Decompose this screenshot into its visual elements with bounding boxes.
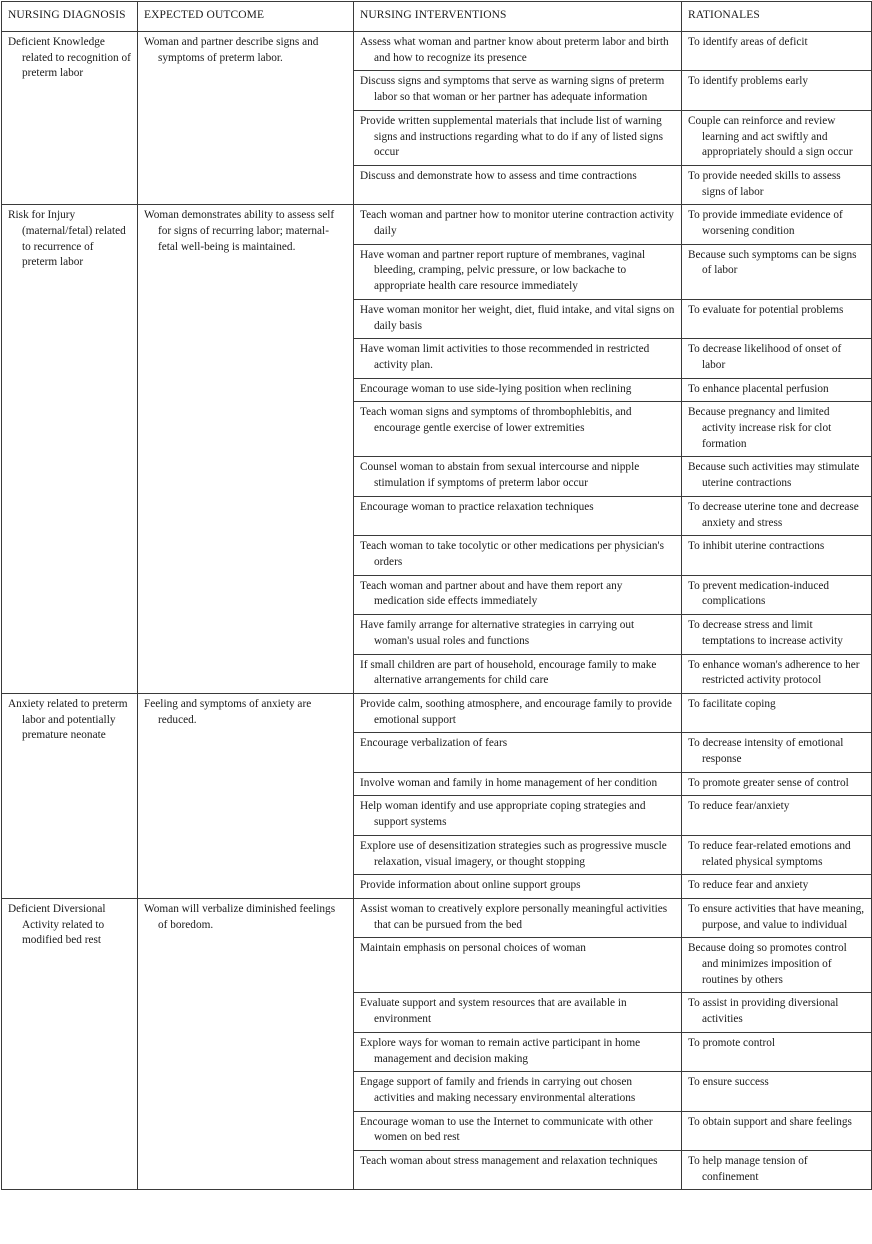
rationale-cell [682, 796, 872, 835]
intervention-cell-text: Maintain emphasis on personal choices of woman [360, 942, 586, 955]
intervention-cell [354, 733, 682, 772]
rationale-cell [682, 615, 872, 654]
rationale-cell [682, 299, 872, 338]
rationale-cell [682, 378, 872, 402]
intervention-cell [354, 1151, 682, 1190]
intervention-cell [354, 496, 682, 535]
header-row [2, 2, 872, 32]
intervention-cell-text: Teach woman and partner how to monitor uterine contraction activity daily [360, 209, 674, 238]
intervention-cell [354, 402, 682, 457]
rationale-cell-text: To reduce fear/anxiety [688, 800, 790, 813]
intervention-cell-text: If small children are part of household, encourage family to make alternative arrangements for child care [360, 658, 657, 687]
expected-outcome-cell-text: Woman will verbalize diminished feelings of boredom. [144, 902, 336, 931]
intervention-cell [354, 772, 682, 796]
intervention-cell [354, 898, 682, 937]
rationale-cell-text: To enhance woman's adherence to her restricted activity protocol [688, 658, 860, 687]
expected-outcome-cell-text: Woman and partner describe signs and symptoms of preterm labor. [144, 36, 319, 64]
rationale-cell [682, 898, 872, 937]
rationale-cell [682, 32, 872, 71]
rationale-cell-text: To enhance placental perfusion [688, 382, 829, 395]
rationale-cell-text: To promote greater sense of control [688, 776, 849, 789]
rationale-cell-text: Because doing so promotes control and minimizes imposition of routines by others [688, 942, 847, 986]
intervention-cell [354, 938, 682, 993]
intervention-cell [354, 575, 682, 614]
rationale-cell [682, 733, 872, 772]
rationale-cell-text: To evaluate for potential problems [688, 303, 844, 316]
header-expected-outcome: EXPECTED OUTCOME [138, 2, 354, 32]
expected-outcome-cell-text: Feeling and symptoms of anxiety are reduced. [144, 697, 312, 726]
rationale-cell [682, 165, 872, 204]
expected-outcome-cell [138, 693, 354, 898]
table-row [2, 205, 872, 244]
rationale-cell [682, 339, 872, 378]
rationale-cell-text: To decrease intensity of emotional response [688, 737, 844, 766]
rationale-cell [682, 71, 872, 110]
intervention-cell [354, 244, 682, 299]
intervention-cell-text: Have woman monitor her weight, diet, fluid intake, and vital signs on daily basis [360, 303, 675, 332]
rationale-cell-text: To assist in providing diversional activities [688, 997, 839, 1026]
rationale-cell-text: To identify problems early [688, 75, 808, 88]
intervention-cell-text: Explore ways for woman to remain active participant in home management and decision making [360, 1036, 641, 1065]
intervention-cell-text: Provide calm, soothing atmosphere, and encourage family to provide emotional support [360, 697, 672, 726]
rationale-cell-text: To reduce fear and anxiety [688, 879, 809, 892]
rationale-cell-text: To decrease likelihood of onset of labor [688, 343, 842, 371]
diagnosis-cell-text: Deficient Diversional Activity related to modified bed rest [8, 902, 106, 947]
rationale-cell [682, 536, 872, 575]
rationale-cell [682, 875, 872, 899]
intervention-cell [354, 32, 682, 71]
intervention-cell [354, 110, 682, 165]
rationale-cell [682, 110, 872, 165]
rationale-cell-text: Because pregnancy and limited activity increase risk for clot formation [688, 406, 832, 450]
rationale-cell [682, 654, 872, 693]
intervention-cell-text: Teach woman to take tocolytic or other medications per physician's orders [360, 540, 664, 568]
expected-outcome-cell [138, 205, 354, 694]
intervention-cell-text: Have woman limit activities to those recommended in restricted activity plan. [360, 343, 650, 371]
diagnosis-cell [2, 32, 138, 205]
intervention-cell-text: Assess what woman and partner know about preterm labor and birth and how to recognize its presence [360, 36, 669, 64]
intervention-cell [354, 165, 682, 204]
rationale-cell [682, 402, 872, 457]
rationale-cell-text: To inhibit uterine contractions [688, 540, 825, 553]
rationale-cell-text: To reduce fear-related emotions and related physical symptoms [688, 839, 851, 868]
table-row [2, 898, 872, 937]
intervention-cell [354, 654, 682, 693]
rationale-cell [682, 496, 872, 535]
rationale-cell-text: To provide immediate evidence of worsening condition [688, 209, 843, 238]
intervention-cell [354, 71, 682, 110]
intervention-cell [354, 299, 682, 338]
intervention-cell-text: Involve woman and family in home management of her condition [360, 776, 658, 789]
rationale-cell-text: To ensure activities that have meaning, purpose, and value to individual [688, 902, 865, 931]
intervention-cell-text: Explore use of desensitization strategies such as progressive muscle relaxation, visual imagery, or thought stopping [360, 839, 667, 868]
rationale-cell-text: To prevent medication-induced complications [688, 579, 829, 608]
intervention-cell [354, 1032, 682, 1071]
rationale-cell [682, 835, 872, 874]
header-nursing-diagnosis: NURSING DIAGNOSIS [2, 2, 138, 32]
rationale-cell [682, 772, 872, 796]
intervention-cell-text: Provide written supplemental materials that include list of warning signs and instructions regarding what to do if any of listed signs occur [360, 114, 663, 159]
diagnosis-cell-text: Deficient Knowledge related to recognition of preterm labor [8, 36, 131, 80]
table-body [2, 32, 872, 1190]
intervention-cell-text: Discuss signs and symptoms that serve as warning signs of preterm labor so that woman or her partner has adequate information [360, 75, 665, 104]
nursing-care-plan-table [1, 1, 872, 1190]
intervention-cell-text: Provide information about online support groups [360, 879, 581, 892]
intervention-cell-text: Encourage woman to practice relaxation techniques [360, 500, 594, 513]
rationale-cell-text: To help manage tension of confinement [688, 1155, 808, 1183]
intervention-cell [354, 205, 682, 244]
rationale-cell-text: To ensure success [688, 1076, 769, 1089]
intervention-cell [354, 1111, 682, 1150]
rationale-cell-text: To decrease stress and limit temptations to increase activity [688, 619, 843, 647]
intervention-cell-text: Help woman identify and use appropriate coping strategies and support systems [360, 800, 646, 829]
table-row [2, 693, 872, 732]
intervention-cell-text: Discuss and demonstrate how to assess and time contractions [360, 169, 637, 182]
diagnosis-cell [2, 898, 138, 1190]
intervention-cell-text: Encourage verbalization of fears [360, 737, 508, 750]
intervention-cell [354, 339, 682, 378]
rationale-cell [682, 205, 872, 244]
intervention-cell [354, 378, 682, 402]
intervention-cell-text: Encourage woman to use the Internet to communicate with other women on bed rest [360, 1115, 653, 1144]
expected-outcome-cell-text: Woman demonstrates ability to assess self for signs of recurring labor; maternal-fetal well-being is maintained. [144, 209, 335, 253]
rationale-cell-text: Because such symptoms can be signs of labor [688, 248, 857, 277]
expected-outcome-cell [138, 32, 354, 205]
intervention-cell-text: Teach woman signs and symptoms of thrombophlebitis, and encourage gentle exercise of lower extremities [360, 406, 632, 435]
intervention-cell-text: Evaluate support and system resources that are available in environment [360, 997, 627, 1026]
rationale-cell-text: Couple can reinforce and review learning and act swiftly and appropriately should a sign occur [688, 114, 853, 159]
intervention-cell-text: Encourage woman to use side-lying position when reclining [360, 382, 632, 395]
rationale-cell [682, 575, 872, 614]
table-row [2, 32, 872, 71]
diagnosis-cell [2, 205, 138, 694]
intervention-cell [354, 875, 682, 899]
intervention-cell-text: Counsel woman to abstain from sexual intercourse and nipple stimulation if symptoms of preterm labor occur [360, 461, 640, 490]
intervention-cell [354, 796, 682, 835]
intervention-cell [354, 993, 682, 1032]
intervention-cell [354, 693, 682, 732]
rationale-cell-text: To obtain support and share feelings [688, 1115, 852, 1128]
intervention-cell [354, 1072, 682, 1111]
intervention-cell [354, 536, 682, 575]
table-header [2, 2, 872, 32]
rationale-cell [682, 1111, 872, 1150]
rationale-cell-text: To decrease uterine tone and decrease anxiety and stress [688, 500, 859, 529]
header-rationales: RATIONALES [682, 2, 872, 32]
rationale-cell-text: To provide needed skills to assess signs of labor [688, 169, 841, 198]
rationale-cell-text: To promote control [688, 1036, 776, 1049]
expected-outcome-cell [138, 898, 354, 1190]
rationale-cell-text: To identify areas of deficit [688, 36, 808, 48]
rationale-cell [682, 457, 872, 496]
intervention-cell-text: Teach woman and partner about and have them report any medication side effects immediately [360, 579, 623, 608]
rationale-cell-text: To facilitate coping [688, 697, 776, 710]
intervention-cell [354, 615, 682, 654]
intervention-cell-text: Engage support of family and friends in carrying out chosen activities and making necessary environmental alterations [360, 1076, 636, 1104]
diagnosis-cell-text: Anxiety related to preterm labor and potentially premature neonate [8, 697, 128, 742]
intervention-cell-text: Assist woman to creatively explore personally meaningful activities that can be pursued from the bed [360, 902, 668, 931]
rationale-cell [682, 693, 872, 732]
rationale-cell [682, 1032, 872, 1071]
rationale-cell [682, 244, 872, 299]
intervention-cell [354, 835, 682, 874]
intervention-cell-text: Have family arrange for alternative strategies in carrying out woman's usual roles and functions [360, 619, 635, 647]
intervention-cell-text: Have woman and partner report rupture of membranes, vaginal bleeding, cramping, pelvic pressure, or low backache to appropriate health care resource immediately [360, 248, 646, 293]
rationale-cell-text: Because such activities may stimulate uterine contractions [688, 461, 860, 490]
diagnosis-cell [2, 693, 138, 898]
rationale-cell [682, 938, 872, 993]
header-nursing-interventions: NURSING INTERVENTIONS [354, 2, 682, 32]
intervention-cell [354, 457, 682, 496]
rationale-cell [682, 1151, 872, 1190]
rationale-cell [682, 1072, 872, 1111]
rationale-cell [682, 993, 872, 1032]
diagnosis-cell-text: Risk for Injury (maternal/fetal) related to recurrence of preterm labor [8, 209, 126, 269]
intervention-cell-text: Teach woman about stress management and relaxation techniques [360, 1155, 658, 1168]
